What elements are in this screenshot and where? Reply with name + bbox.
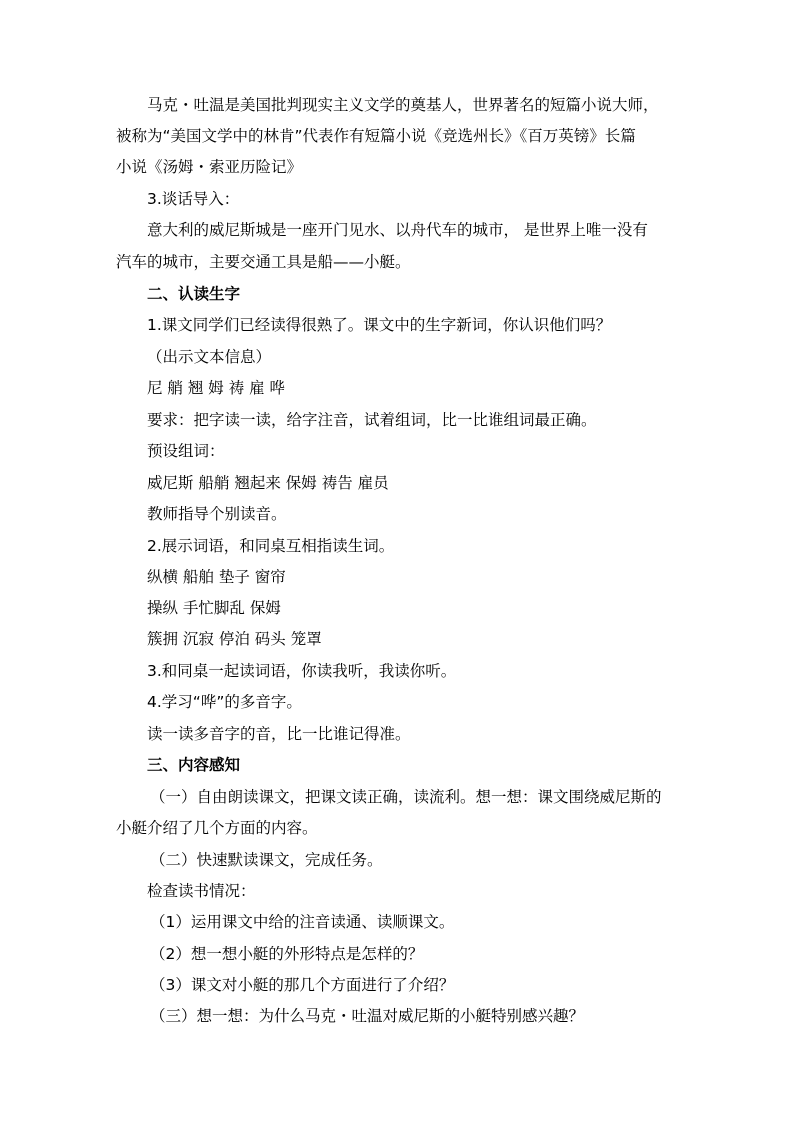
paragraph-line: （出示文本信息） [147, 348, 272, 366]
paragraph-line: （一）自由朗读课文，把课文读正确，读流利。想一想：课文围绕威尼斯的 [150, 788, 662, 806]
paragraph-line: 1.课文同学们已经读得很熟了。课文中的生字新词，你认识他们吗？ [147, 316, 612, 334]
paragraph-line: 检查读书情况： [147, 882, 256, 900]
paragraph-line: 小艇介绍了几个方面的内容。 [116, 819, 318, 837]
paragraph-line: 教师指导个别读音。 [147, 505, 287, 523]
list-item: （1）运用课文中给的注音读通、读顺课文。 [150, 913, 455, 931]
list-item: （2）想一想小艇的外形特点是怎样的？ [150, 945, 424, 963]
paragraph-line: 4.学习“哗”的多音字。 [147, 693, 302, 711]
word-list: 威尼斯 船艄 翘起来 保姆 祷告 雇员 [147, 474, 389, 492]
paragraph-line: （三）想一想：为什么马克・吐温对威尼斯的小艇特别感兴趣？ [150, 1007, 585, 1025]
paragraph-line: 马克・吐温是美国批判现实主义文学的奠基人，世界著名的短篇小说大师， [147, 96, 659, 114]
word-list: 簇拥 沉寂 停泊 码头 笼罩 [147, 630, 322, 648]
section-heading: 三、内容感知 [147, 756, 241, 774]
character-list: 尼 艄 翘 姆 祷 雇 哗 [147, 379, 286, 397]
section-step: 3.谈话导入： [147, 190, 240, 208]
paragraph-line: 2.展示词语，和同桌互相指读生词。 [147, 537, 395, 555]
paragraph-line: 预设组词： [147, 442, 225, 460]
section-heading: 二、认读生字 [147, 285, 241, 303]
paragraph-line: （二）快速默读课文，完成任务。 [150, 851, 383, 869]
paragraph-line: 要求：把字读一读，给字注音，试着组词，比一比谁组词最正确。 [147, 411, 597, 429]
list-item: （3）课文对小艇的那几个方面进行了介绍？ [150, 976, 455, 994]
paragraph-line: 3.和同桌一起读词语，你读我听，我读你听。 [147, 662, 457, 680]
paragraph-line: 读一读多音字的音，比一比谁记得准。 [147, 725, 411, 743]
paragraph-line: 意大利的威尼斯城是一座开门见水、以舟代车的城市， 是世界上唯一没有 [147, 221, 648, 239]
word-list: 操纵 手忙脚乱 保姆 [147, 599, 281, 617]
paragraph-line: 汽车的城市，主要交通工具是船——小艇。 [116, 253, 411, 271]
paragraph-line: 被称为“美国文学中的林肯”代表作有短篇小说《竞选州长》《百万英镑》长篇 [116, 127, 636, 145]
paragraph-line: 小说《汤姆・索亚历险记》 [116, 158, 303, 176]
word-list: 纵横 船舶 垫子 窗帘 [147, 568, 286, 586]
